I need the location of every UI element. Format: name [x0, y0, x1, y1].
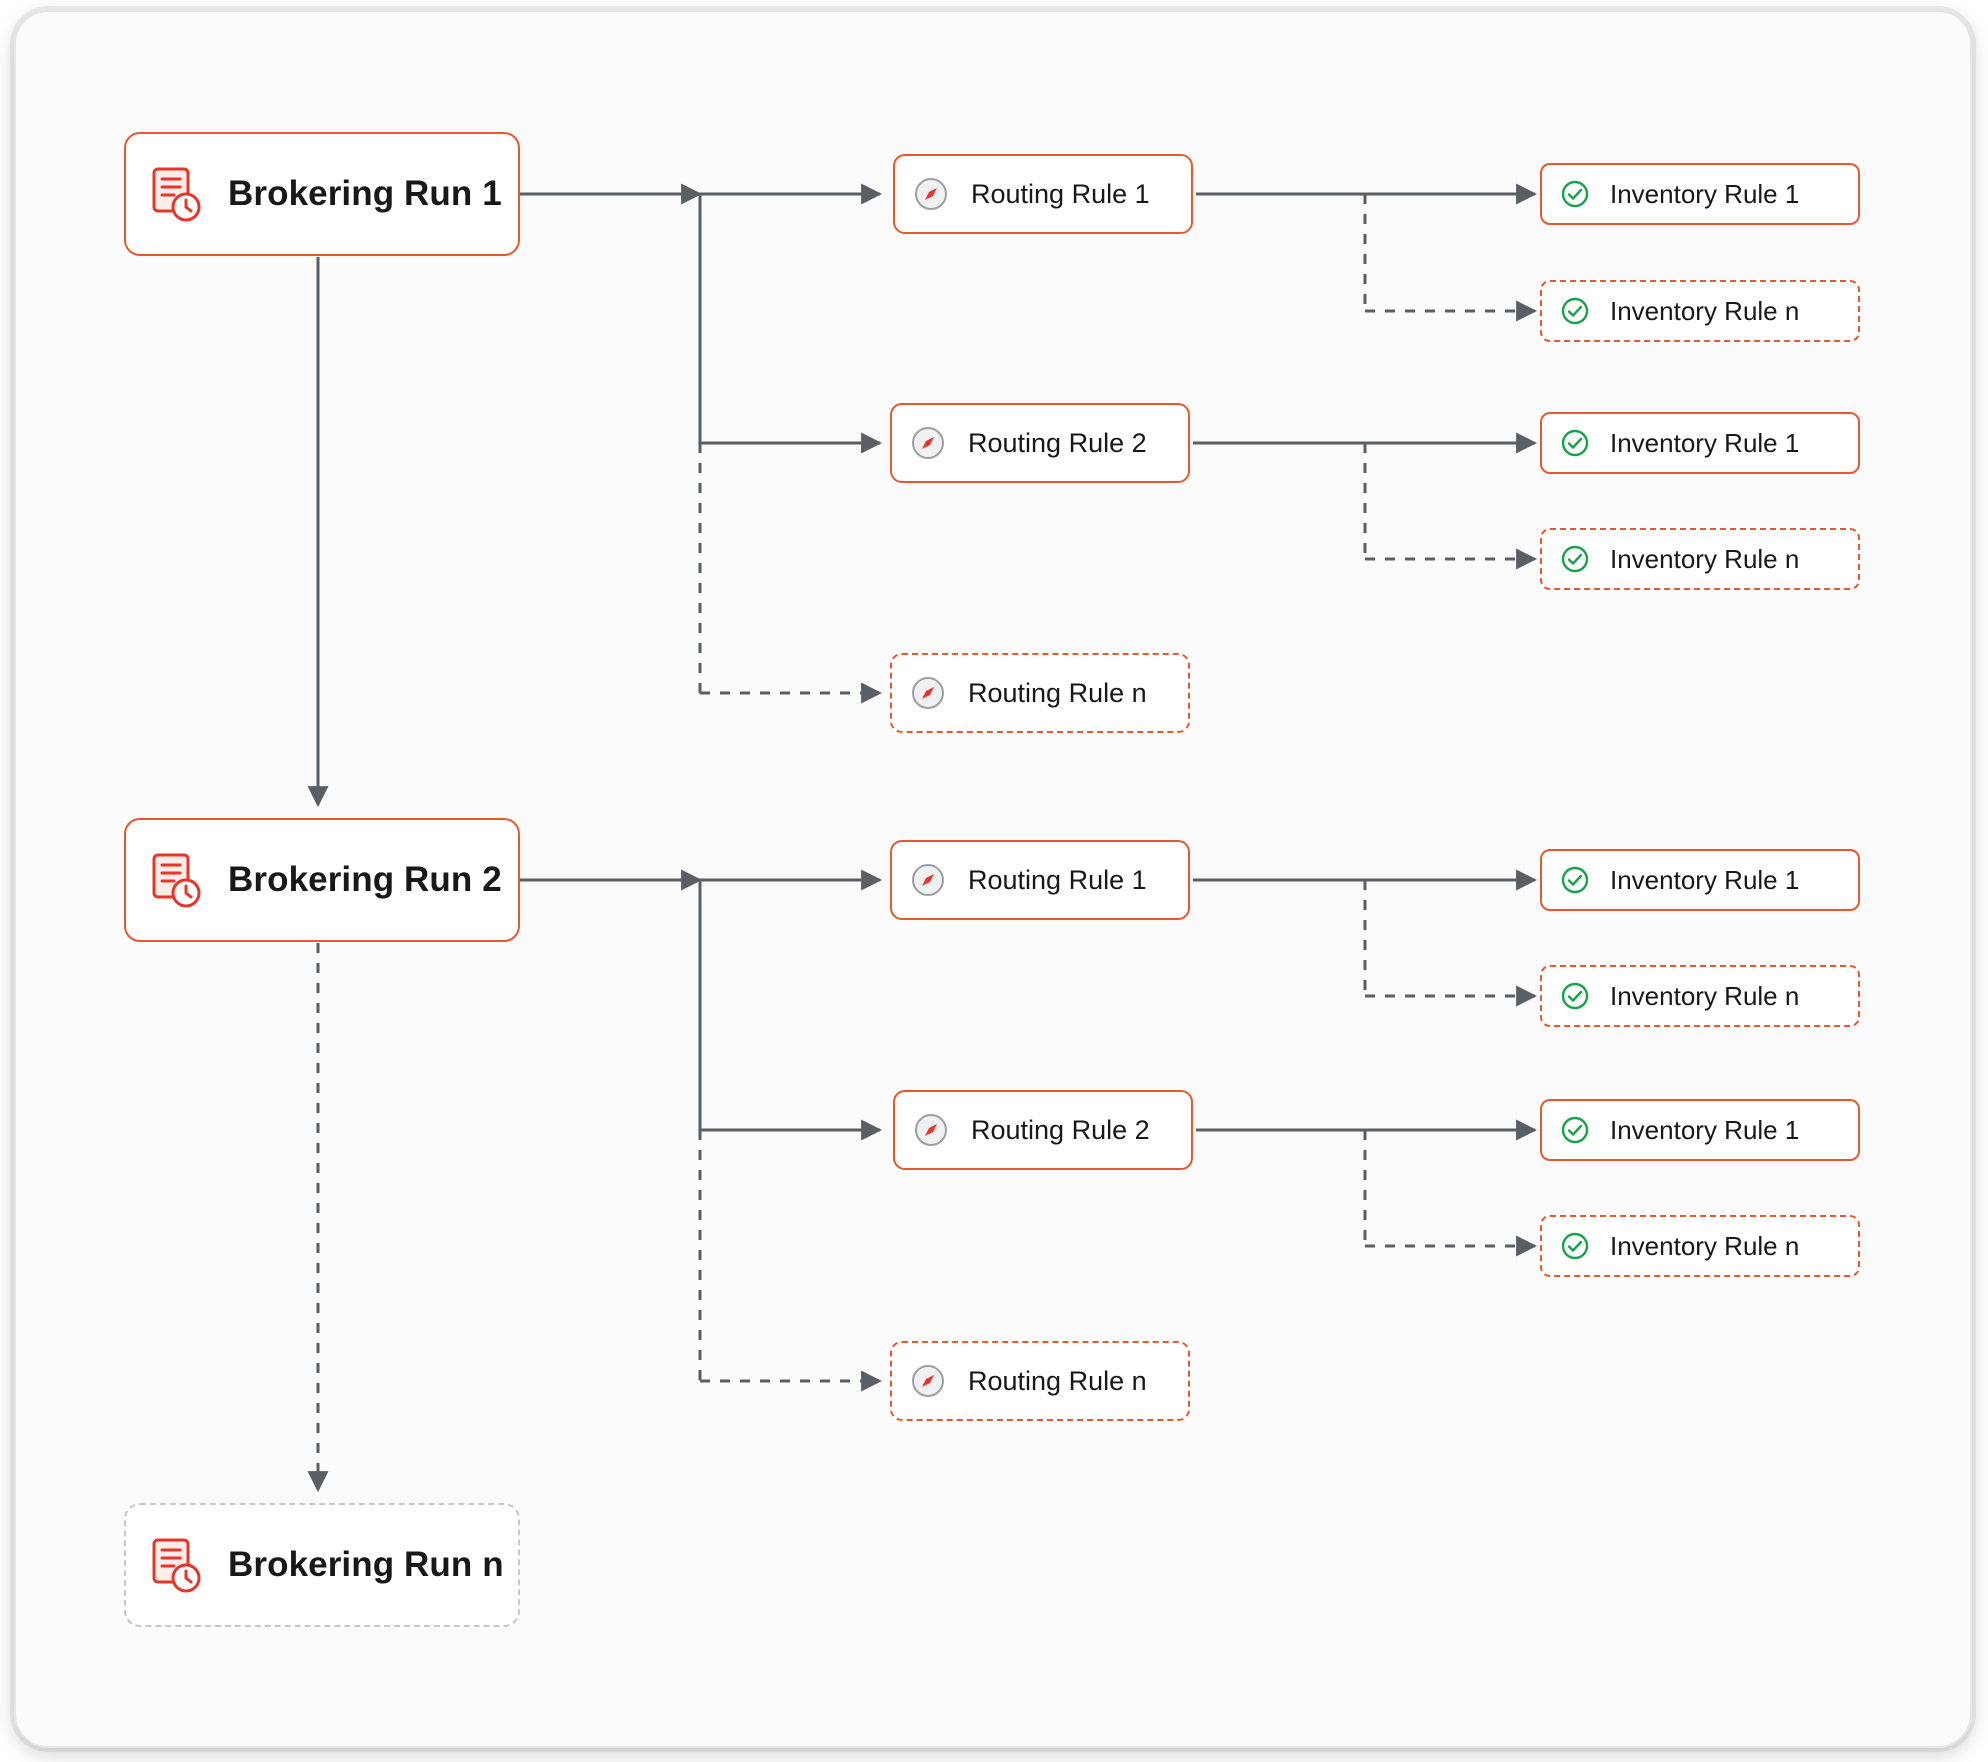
compass-icon — [910, 862, 946, 898]
node-label: Brokering Run 2 — [228, 860, 502, 899]
node-routing-rule-1-run2[interactable] — [890, 840, 1190, 920]
node-inventory-rule-n-run2-routing1[interactable] — [1540, 965, 1860, 1027]
node-brokering-run-2[interactable] — [124, 818, 520, 942]
node-routing-rule-n-run1[interactable] — [890, 653, 1190, 733]
node-label: Inventory Rule n — [1610, 1230, 1800, 1261]
node-label: Inventory Rule 1 — [1610, 1114, 1800, 1145]
check-circle-icon — [1560, 1231, 1590, 1261]
check-circle-icon — [1560, 428, 1590, 458]
node-label: Inventory Rule n — [1610, 543, 1800, 574]
node-label: Routing Rule 2 — [971, 1114, 1150, 1145]
check-circle-icon — [1560, 981, 1590, 1011]
compass-icon — [913, 176, 949, 212]
node-routing-rule-n-run2[interactable] — [890, 1341, 1190, 1421]
check-circle-icon — [1560, 179, 1590, 209]
compass-icon — [910, 1363, 946, 1399]
node-inventory-rule-1-run2-routing2[interactable] — [1540, 1099, 1860, 1161]
node-label: Inventory Rule 1 — [1610, 864, 1800, 895]
check-circle-icon — [1560, 865, 1590, 895]
check-circle-icon — [1560, 544, 1590, 574]
compass-icon — [910, 425, 946, 461]
node-inventory-rule-1-run1-routing2[interactable] — [1540, 412, 1860, 474]
node-inventory-rule-1-run2-routing1[interactable] — [1540, 849, 1860, 911]
document-clock-icon — [148, 1536, 202, 1594]
node-label: Routing Rule n — [968, 677, 1147, 708]
compass-icon — [913, 1112, 949, 1148]
node-label: Routing Rule 2 — [968, 427, 1147, 458]
node-label: Inventory Rule 1 — [1610, 178, 1800, 209]
node-routing-rule-1-run1[interactable] — [893, 154, 1193, 234]
document-clock-icon — [148, 851, 202, 909]
node-label: Routing Rule n — [968, 1365, 1147, 1396]
node-label: Brokering Run n — [228, 1545, 504, 1584]
node-label: Routing Rule 1 — [968, 864, 1147, 895]
node-label: Inventory Rule 1 — [1610, 427, 1800, 458]
check-circle-icon — [1560, 296, 1590, 326]
node-inventory-rule-n-run1-routing2[interactable] — [1540, 528, 1860, 590]
check-circle-icon — [1560, 1115, 1590, 1145]
node-inventory-rule-n-run1-routing1[interactable] — [1540, 280, 1860, 342]
node-brokering-run-n[interactable] — [124, 1503, 520, 1627]
node-routing-rule-2-run2[interactable] — [893, 1090, 1193, 1170]
node-label: Inventory Rule n — [1610, 980, 1800, 1011]
node-routing-rule-2-run1[interactable] — [890, 403, 1190, 483]
node-brokering-run-1[interactable] — [124, 132, 520, 256]
node-label: Brokering Run 1 — [228, 174, 502, 213]
node-inventory-rule-1-run1-routing1[interactable] — [1540, 163, 1860, 225]
node-inventory-rule-n-run2-routing2[interactable] — [1540, 1215, 1860, 1277]
node-label: Inventory Rule n — [1610, 295, 1800, 326]
document-clock-icon — [148, 165, 202, 223]
compass-icon — [910, 675, 946, 711]
node-label: Routing Rule 1 — [971, 178, 1150, 209]
